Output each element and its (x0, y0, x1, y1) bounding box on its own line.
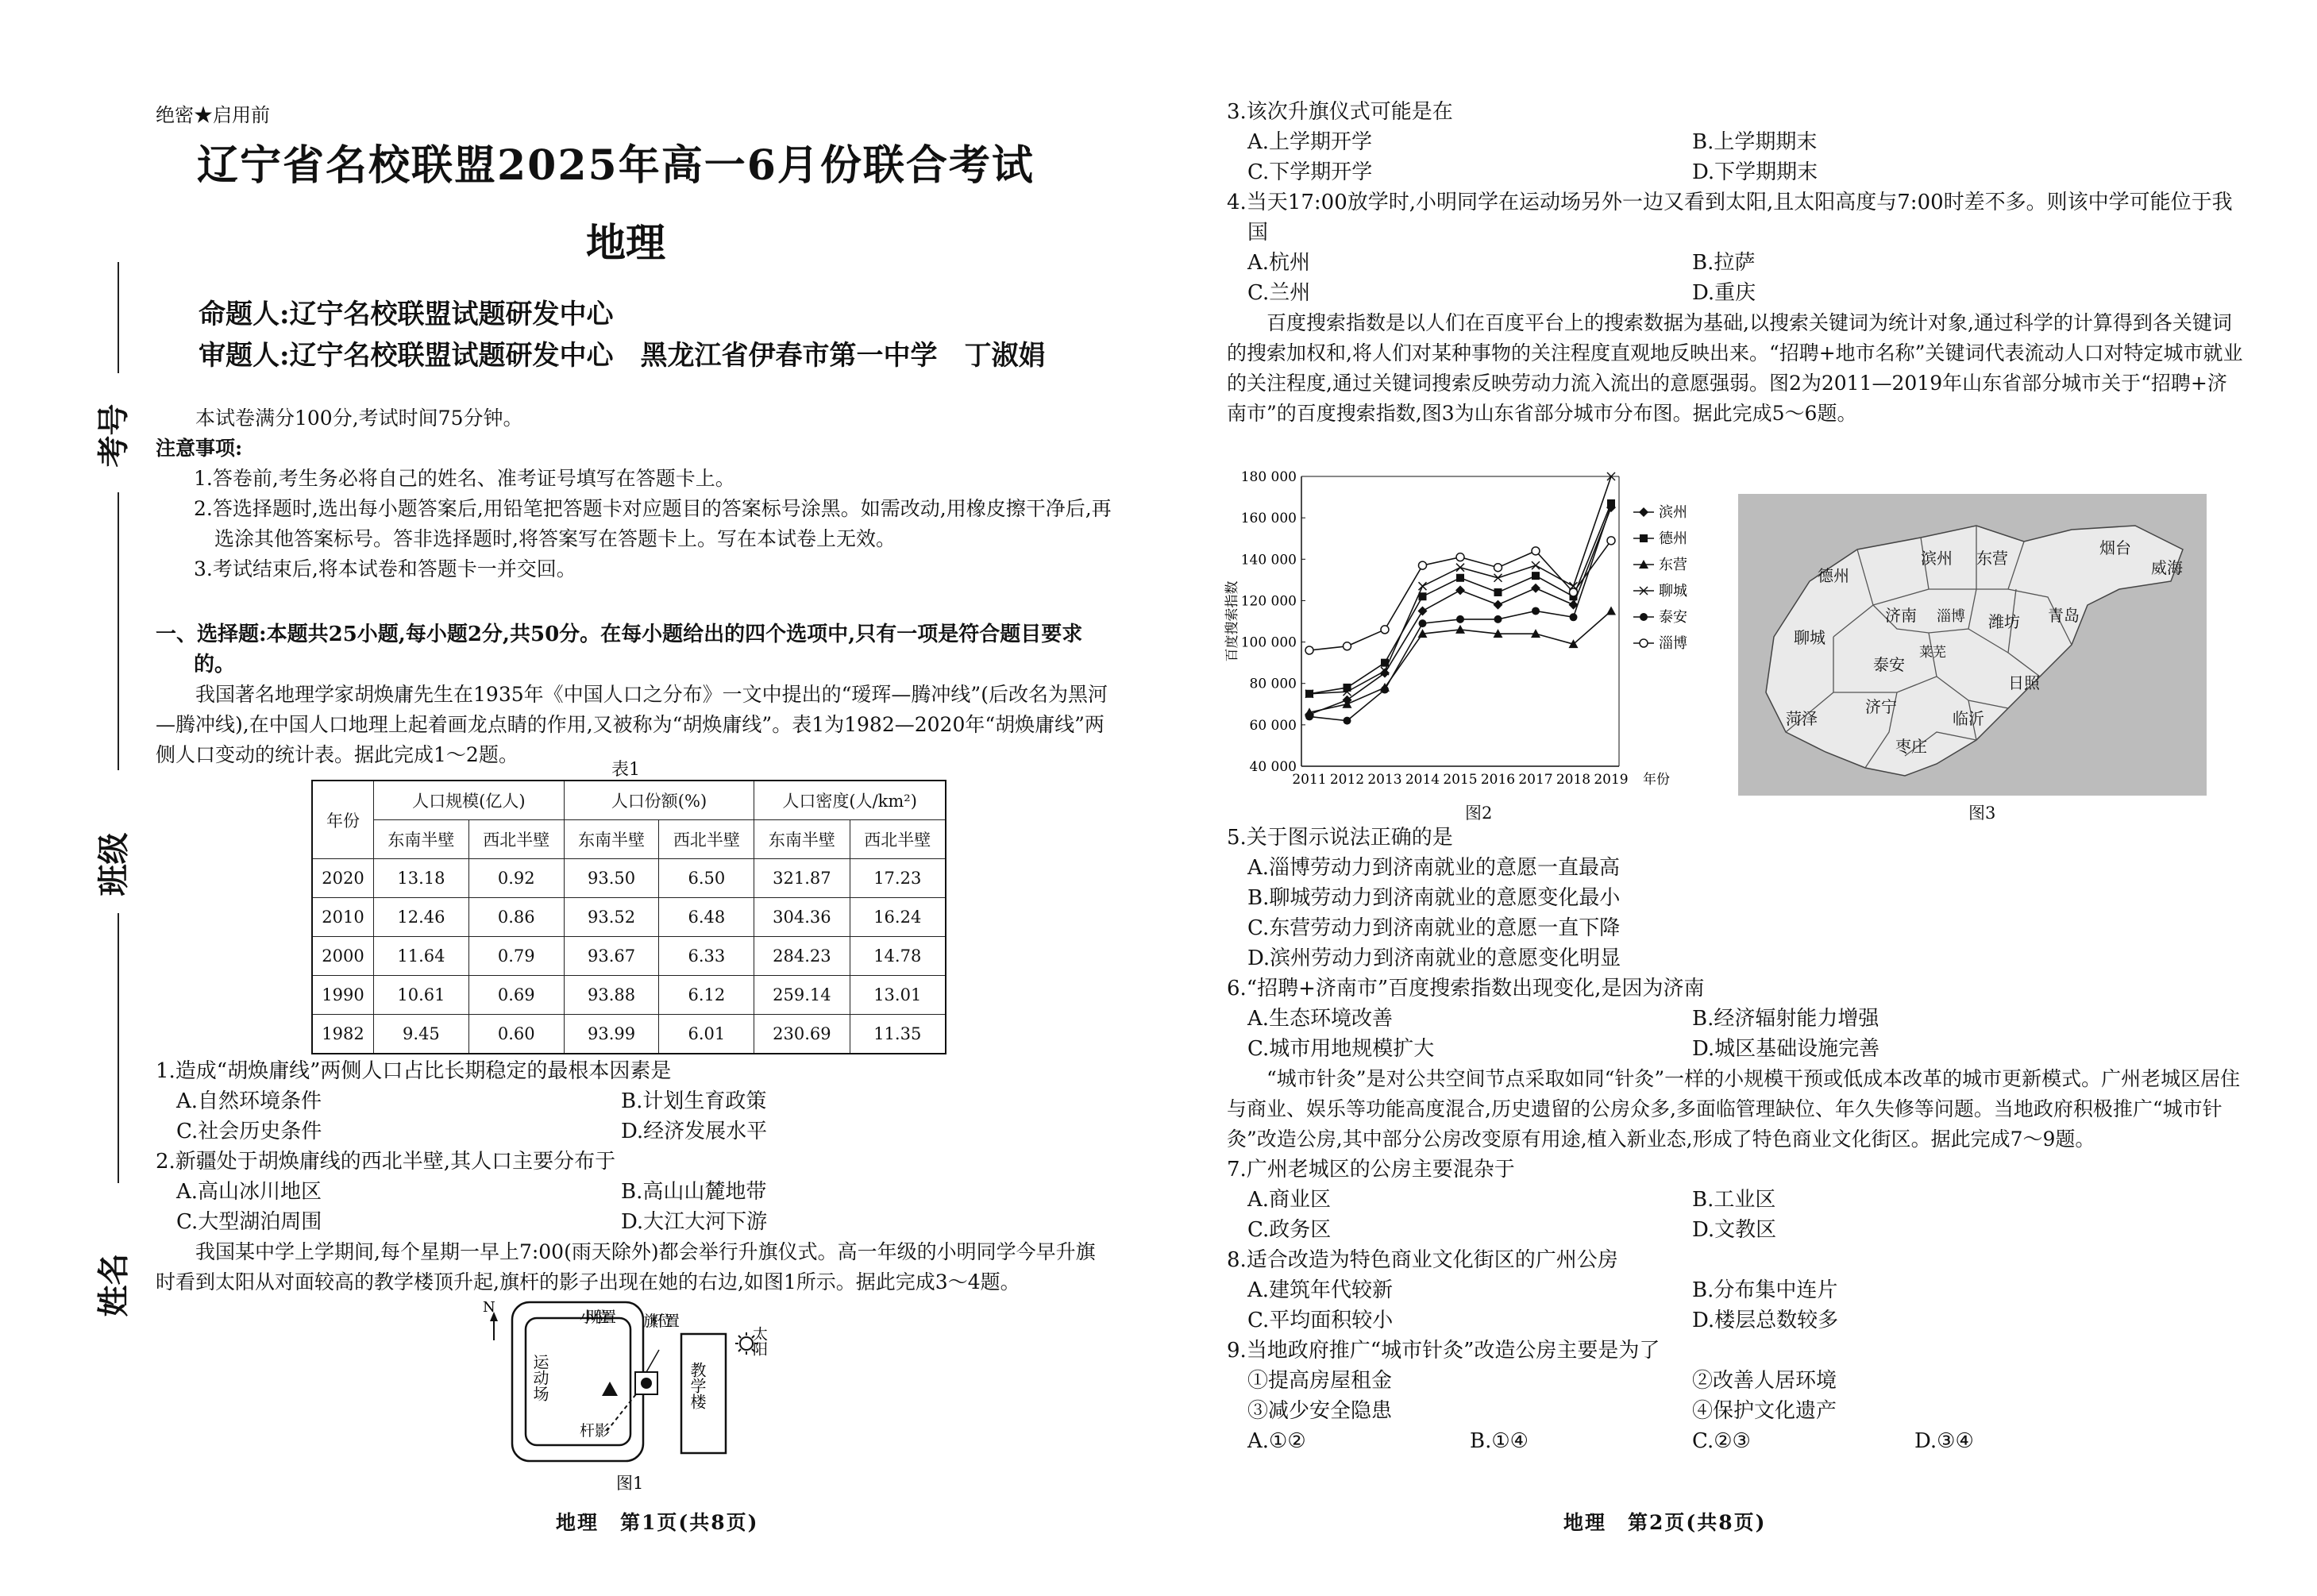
table-cell: 230.69 (754, 1015, 850, 1054)
table-cell: 6.50 (659, 859, 754, 898)
figure-1-caption: 图1 (616, 1474, 644, 1493)
data-point (1639, 507, 1648, 517)
shadow-label: 杆影 (580, 1422, 611, 1440)
table-cell: 2020 (312, 859, 374, 898)
series-line (1309, 503, 1611, 694)
q7-option-a[interactable]: A.商业区 (1247, 1188, 1332, 1212)
question-4-stem: 4.当天17:00放学时,小明同学在运动场另外一边又看到太阳,且太阳高度与7:00时差不多。则该中学可能位于我国 (1227, 191, 2233, 245)
table-cell: 13.01 (850, 976, 946, 1015)
y-axis-label: 百度搜索指数 (1224, 580, 1240, 662)
y-tick-label: 60 000 (1249, 717, 1297, 734)
q2-option-a[interactable]: A.高山冰川地区 (176, 1180, 322, 1204)
q1-option-a[interactable]: A.自然环境条件 (176, 1089, 322, 1113)
building-label: 教学楼 (688, 1362, 707, 1409)
data-point (1456, 574, 1464, 582)
table-cell: 6.33 (659, 937, 754, 976)
data-point (1531, 584, 1540, 593)
city-label-liaocheng: 聊城 (1794, 628, 1825, 647)
table-row (312, 898, 946, 937)
data-point (1494, 588, 1502, 596)
table-cell: 0.86 (468, 898, 564, 937)
x-tick-label: 2012 (1329, 772, 1365, 788)
page-2 (1158, 0, 2317, 1596)
passage-1: 我国著名地理学家胡焕庸先生在1935年《中国人口之分布》一文中提出的“瑷珲—腾冲线”(后改名为黑河—腾冲线),在中国人口地理上起着画龙点睛的作用,又被称为“胡焕庸线”。表1为1982—2020年“胡焕庸线”两侧人口变动的统计表。据此完成1～2题。 (156, 683, 1108, 766)
data-point (1455, 585, 1465, 595)
question-7-stem: 7.广州老城区的公房主要混杂于 (1227, 1158, 1515, 1182)
data-point (1607, 502, 1615, 510)
data-point (1455, 625, 1465, 634)
section-heading: 一、选择题:本题共25小题,每小题2分,共50分。在每小题给出的四个选项中,只有一项是符合题目要求的。 (156, 623, 1083, 677)
q3-option-a[interactable]: A.上学期开学 (1247, 130, 1373, 154)
series-4 (1305, 472, 1615, 698)
city-label-taian: 泰安 (1873, 655, 1905, 674)
series-line (1309, 506, 1611, 721)
passage-2: 我国某中学上学期间,每个星期一早上7:00(雨天除外)都会举行升旗仪式。高一年级的小明同学今早升旗时看到太阳从对面较高的教学楼顶升起,旗杆的影子出现在她的右边,如图1所示。据此完成3～4题。 (156, 1240, 1096, 1293)
table-cell: 0.79 (468, 937, 564, 976)
playground-label: 运动场 (530, 1354, 549, 1401)
y-tick-label: 40 000 (1249, 759, 1297, 775)
series-2 (1305, 499, 1615, 698)
notice-1: 1.答卷前,考生务必将自己的姓名、准考证号填写在答题卡上。 (194, 467, 735, 490)
table-header-share: 人口份额(%) (564, 781, 754, 820)
table-cell: 6.12 (659, 976, 754, 1015)
series-line (1309, 507, 1611, 715)
table-cell: 0.69 (468, 976, 564, 1015)
sun-label: 太阳 (750, 1326, 768, 1356)
q8-option-a[interactable]: A.建筑年代较新 (1247, 1278, 1394, 1302)
data-point (1419, 619, 1427, 627)
data-point (1344, 642, 1351, 650)
table-subheader: 西北半壁 (850, 820, 946, 859)
data-point (1381, 686, 1389, 694)
data-point (1494, 574, 1502, 582)
page-1 (0, 0, 1158, 1596)
figure-3-map (1738, 494, 2207, 796)
table-cell: 11.35 (850, 1015, 946, 1054)
q6-option-a[interactable]: A.生态环境改善 (1247, 1007, 1394, 1031)
table-cell: 93.67 (564, 937, 659, 976)
q6-option-c[interactable]: C.城市用地规模扩大 (1247, 1037, 1435, 1061)
q1-option-d[interactable]: D.经济发展水平 (621, 1120, 768, 1143)
series-5 (1305, 502, 1615, 725)
data-point (1532, 572, 1540, 580)
chart-series (1305, 472, 1616, 725)
city-label-jining: 济宁 (1865, 697, 1897, 716)
table-row (312, 976, 946, 1015)
data-point (1640, 534, 1648, 542)
question-3-stem: 3.该次升旗仪式可能是在 (1227, 100, 1453, 124)
q4-option-c[interactable]: C.兰州 (1247, 281, 1311, 305)
q4-option-a[interactable]: A.杭州 (1247, 251, 1311, 275)
q7-option-b[interactable]: B.工业区 (1692, 1188, 1776, 1212)
north-label: N (483, 1299, 495, 1316)
q1-option-b[interactable]: B.计划生育政策 (621, 1089, 767, 1113)
legend-label: 德州 (1659, 530, 1687, 547)
q8-option-b[interactable]: B.分布集中连片 (1692, 1278, 1838, 1302)
data-point (1532, 547, 1540, 555)
legend-entry (1633, 557, 1687, 573)
table-cell: 17.23 (850, 859, 946, 898)
table-subheader: 东南半壁 (754, 820, 850, 859)
legend-entry (1633, 609, 1687, 626)
city-label-zibo: 淄博 (1937, 608, 1965, 625)
subject-title: 地理 (586, 219, 665, 266)
y-tick-label: 160 000 (1240, 511, 1297, 527)
table-row (312, 1015, 946, 1054)
data-point (1640, 613, 1648, 621)
data-point (1305, 646, 1313, 654)
table-cell: 10.61 (374, 976, 469, 1015)
x-tick-label: 2014 (1405, 772, 1440, 788)
q2-option-d[interactable]: D.大江大河下游 (621, 1210, 768, 1234)
city-label-dezhou: 德州 (1818, 566, 1849, 585)
question-8-stem: 8.适合改造为特色商业文化街区的广州公房 (1227, 1248, 1618, 1272)
table-cell: 1982 (312, 1015, 374, 1054)
x-tick-label: 2018 (1556, 772, 1591, 788)
data-point (1532, 607, 1540, 615)
city-label-jinan: 济南 (1885, 606, 1917, 625)
secret-mark: 绝密★启用前 (156, 104, 270, 126)
table-cell: 16.24 (850, 898, 946, 937)
q9-option-a[interactable]: A.①② (1247, 1429, 1306, 1453)
flagpole-marker (641, 1378, 652, 1389)
table-cell: 12.46 (374, 898, 469, 937)
q3-option-b[interactable]: B.上学期期末 (1692, 130, 1818, 154)
notice-2: 2.答选择题时,选出每小题答案后,用铅笔把答题卡对应题目的答案标号涂黑。如需改动,用橡皮擦干净后,再选涂其他答案标号。答非选择题时,将答案写在答题卡上。写在本试卷上无效。 (194, 497, 1112, 550)
q2-option-b[interactable]: B.高山山麓地带 (621, 1180, 767, 1204)
legend-label: 泰安 (1659, 609, 1687, 626)
table-cell: 93.99 (564, 1015, 659, 1054)
table-cell: 0.92 (468, 859, 564, 898)
table-cell: 93.50 (564, 859, 659, 898)
city-label-qingdao: 青岛 (2048, 606, 2080, 625)
data-point (1494, 600, 1503, 610)
table-cell: 14.78 (850, 937, 946, 976)
passage-3: 百度搜索指数是以人们在百度平台上的搜索数据为基础,以搜索关键词为统计对象,通过科学的计算得到各关键词的搜索加权和,将人们对某种事物的关注程度直观地反映出来。“招聘+地市名称”关键词代表流动人口对特定城市就业的关注程度,通过关键词搜索反映劳动力流入流出的意愿强弱。图2为2011—2019年山东省部分城市关于“招聘+济南市”的百度搜索指数,图3为山东省部分城市分布图。据此完成5～6题。 (1227, 311, 2243, 425)
question-9-stem: 9.当地政府推广“城市针灸”改造公房主要是为了 (1227, 1339, 1660, 1363)
side-rule-top (118, 262, 119, 373)
q5-option-a[interactable]: A.淄博劳动力到济南就业的意愿一直最高 (1247, 856, 1621, 880)
data-point (1305, 712, 1313, 720)
series-line (1309, 476, 1611, 694)
city-label-zaozhuang: 枣庄 (1895, 737, 1927, 756)
table-row (312, 859, 946, 898)
passage-4: “城市针灸”是对公共空间节点采取如同“针灸”一样的小规模干预或低成本改革的城市更新模式。广州老城区居住与商业、娱乐等功能高度混合,历史遗留的公房众多,多面临管理缺位、年久失修等问题。当地政府积极推广“城市针灸”改造公房,其中部分公房改变原有用途,植入新业态,形成了特色商业文化街区。据此完成7～9题。 (1227, 1067, 2241, 1151)
y-tick-label: 100 000 (1240, 634, 1297, 651)
series-6 (1305, 537, 1615, 654)
table-subheader: 西北半壁 (468, 820, 564, 859)
x-axis-label: 年份 (1643, 772, 1670, 788)
q6-option-b[interactable]: B.经济辐射能力增强 (1692, 1007, 1879, 1031)
q5-option-c[interactable]: C.东营劳动力到济南就业的意愿一直下降 (1247, 916, 1621, 940)
table-subheader: 西北半壁 (659, 820, 754, 859)
question-6-stem: 6.“招聘+济南市”百度搜索指数出现变化,是因为济南 (1227, 977, 1705, 1000)
q7-option-c[interactable]: C.政务区 (1247, 1218, 1332, 1242)
legend-label: 滨州 (1659, 504, 1687, 521)
data-point (1344, 717, 1351, 725)
data-point (1456, 564, 1464, 572)
xiaoming-label: 小明位置 (580, 1309, 616, 1326)
author-line: 命题人:辽宁名校联盟试题研发中心 (199, 299, 614, 330)
legend-label: 东营 (1659, 557, 1687, 573)
q6-option-d[interactable]: D.城区基础设施完善 (1692, 1037, 1880, 1061)
q7-option-d[interactable]: D.文教区 (1692, 1218, 1777, 1242)
table-header-scale: 人口规模(亿人) (374, 781, 565, 820)
page-2-footer: 地理 第2页(共8页) (1563, 1511, 1767, 1534)
xiaoming-marker (602, 1382, 618, 1396)
question-1-stem: 1.造成“胡焕庸线”两侧人口占比长期稳定的最根本因素是 (156, 1059, 672, 1083)
table-cell: 259.14 (754, 976, 850, 1015)
q9-option-b[interactable]: B.①④ (1470, 1429, 1529, 1453)
legend-entry (1633, 635, 1687, 652)
city-label-weihai: 威海 (2151, 558, 2183, 577)
q3-option-c[interactable]: C.下学期开学 (1247, 160, 1373, 184)
x-tick-label: 2016 (1480, 772, 1516, 788)
table-cell: 0.60 (468, 1015, 564, 1054)
city-label-binzhou: 滨州 (1921, 549, 1953, 568)
table-cell: 2010 (312, 898, 374, 937)
data-point (1456, 615, 1464, 623)
y-tick-label: 80 000 (1249, 676, 1297, 692)
legend-entry (1633, 504, 1687, 521)
city-label-dongying: 东营 (1976, 549, 2008, 568)
q9-item-3: ③减少安全隐患 (1247, 1399, 1393, 1423)
table-cell: 1990 (312, 976, 374, 1015)
side-label-exam-number: 考号 (94, 403, 133, 468)
side-label-class: 班级 (94, 832, 133, 896)
page-1-footer: 地理 第1页(共8页) (556, 1511, 759, 1534)
table-cell: 93.52 (564, 898, 659, 937)
table-row (312, 937, 946, 976)
north-arrow (483, 1299, 498, 1340)
series-1 (1305, 503, 1616, 719)
q9-item-1: ①提高房屋租金 (1247, 1369, 1393, 1393)
q9-item-2: ②改善人居环境 (1692, 1369, 1837, 1393)
q8-option-c[interactable]: C.平均面积较小 (1247, 1309, 1394, 1332)
table-cell: 304.36 (754, 898, 850, 937)
table-header-year: 年份 (312, 781, 374, 859)
q8-option-d[interactable]: D.楼层总数较多 (1692, 1309, 1839, 1332)
q5-option-b[interactable]: B.聊城劳动力到济南就业的意愿变化最小 (1247, 886, 1621, 910)
data-point (1532, 561, 1540, 569)
city-label-heze: 菏泽 (1786, 709, 1818, 728)
q9-option-c[interactable]: C.②③ (1692, 1429, 1751, 1453)
table-cell: 6.01 (659, 1015, 754, 1054)
x-tick-label: 2017 (1518, 772, 1553, 788)
figure-2-chart (1222, 465, 1698, 806)
table-1 (311, 780, 946, 1054)
data-point (1418, 606, 1428, 615)
city-label-weifang: 潍坊 (1988, 612, 2020, 631)
notice-title: 注意事项: (156, 437, 243, 460)
data-point (1494, 564, 1502, 572)
notice-3: 3.考试结束后,将本试卷和答题卡一并交回。 (194, 557, 576, 580)
table-cell: 93.88 (564, 976, 659, 1015)
side-label-name: 姓名 (94, 1253, 133, 1317)
q9-item-4: ④保护文化遗产 (1692, 1399, 1837, 1423)
legend-label: 淄博 (1659, 635, 1687, 652)
city-label-yantai: 烟台 (2099, 538, 2131, 557)
y-tick-label: 140 000 (1240, 552, 1297, 569)
side-rule-mid1 (118, 492, 119, 770)
q1-option-c[interactable]: C.社会历史条件 (176, 1120, 322, 1143)
legend-label: 聊城 (1659, 583, 1687, 599)
chart-legend (1633, 504, 1687, 652)
exam-title: 辽宁省名校联盟2025年高一6月份联合考试 (197, 141, 1035, 190)
table-cell: 13.18 (374, 859, 469, 898)
flagpole-leader (646, 1350, 659, 1372)
data-point (1570, 588, 1578, 596)
data-point (1419, 582, 1427, 590)
flagpole-label: 旗杆位置 (643, 1313, 680, 1330)
figure-2-caption: 图2 (1465, 804, 1493, 823)
table-cell: 11.64 (374, 937, 469, 976)
x-tick-label: 2011 (1292, 772, 1327, 788)
table-cell: 321.87 (754, 859, 850, 898)
table-cell: 6.48 (659, 898, 754, 937)
q4-option-b[interactable]: B.拉萨 (1692, 251, 1756, 275)
q5-option-d[interactable]: D.滨州劳动力到济南就业的意愿变化明显 (1247, 946, 1621, 970)
y-tick-label: 180 000 (1240, 469, 1297, 485)
city-label-linyi: 临沂 (1953, 709, 1984, 728)
city-label-laiwu: 莱芜 (1919, 645, 1946, 661)
data-point (1570, 613, 1578, 621)
data-point (1381, 626, 1389, 634)
data-point (1606, 606, 1616, 615)
x-tick-label: 2019 (1594, 772, 1629, 788)
table-subheader: 东南半壁 (374, 820, 469, 859)
data-point (1640, 639, 1648, 647)
figure-1 (476, 1294, 826, 1493)
question-5-stem: 5.关于图示说法正确的是 (1227, 826, 1453, 850)
table-cell: 284.23 (754, 937, 850, 976)
x-tick-label: 2015 (1443, 772, 1478, 788)
data-point (1494, 615, 1502, 623)
chart-axes (1224, 469, 1670, 788)
data-point (1456, 553, 1464, 561)
legend-entry (1633, 530, 1687, 547)
q2-option-c[interactable]: C.大型湖泊周围 (176, 1210, 322, 1234)
question-2-stem: 2.新疆处于胡焕庸线的西北半壁,其人口主要分布于 (156, 1150, 616, 1174)
side-rule-mid2 (118, 913, 119, 1183)
figure-3-caption: 图3 (1968, 804, 1996, 823)
table-subheader: 东南半壁 (564, 820, 659, 859)
data-point (1607, 537, 1615, 545)
table-cell: 2000 (312, 937, 374, 976)
q4-option-d[interactable]: D.重庆 (1692, 281, 1756, 305)
intro-line: 本试卷满分100分,考试时间75分钟。 (195, 407, 523, 430)
table-1-caption: 表1 (611, 760, 640, 780)
table-cell: 9.45 (374, 1015, 469, 1054)
data-point (1419, 561, 1427, 569)
legend-entry (1633, 583, 1687, 599)
q9-option-d[interactable]: D.③④ (1914, 1429, 1974, 1453)
table-header-density: 人口密度(人/km²) (754, 781, 946, 820)
reviewer-line: 审题人:辽宁名校联盟试题研发中心 黑龙江省伊春市第一中学 丁淑娟 (199, 340, 1046, 372)
y-tick-label: 120 000 (1240, 593, 1297, 610)
q3-option-d[interactable]: D.下学期期末 (1692, 160, 1818, 184)
x-tick-label: 2013 (1367, 772, 1402, 788)
city-label-rizhao: 日照 (2008, 673, 2040, 692)
